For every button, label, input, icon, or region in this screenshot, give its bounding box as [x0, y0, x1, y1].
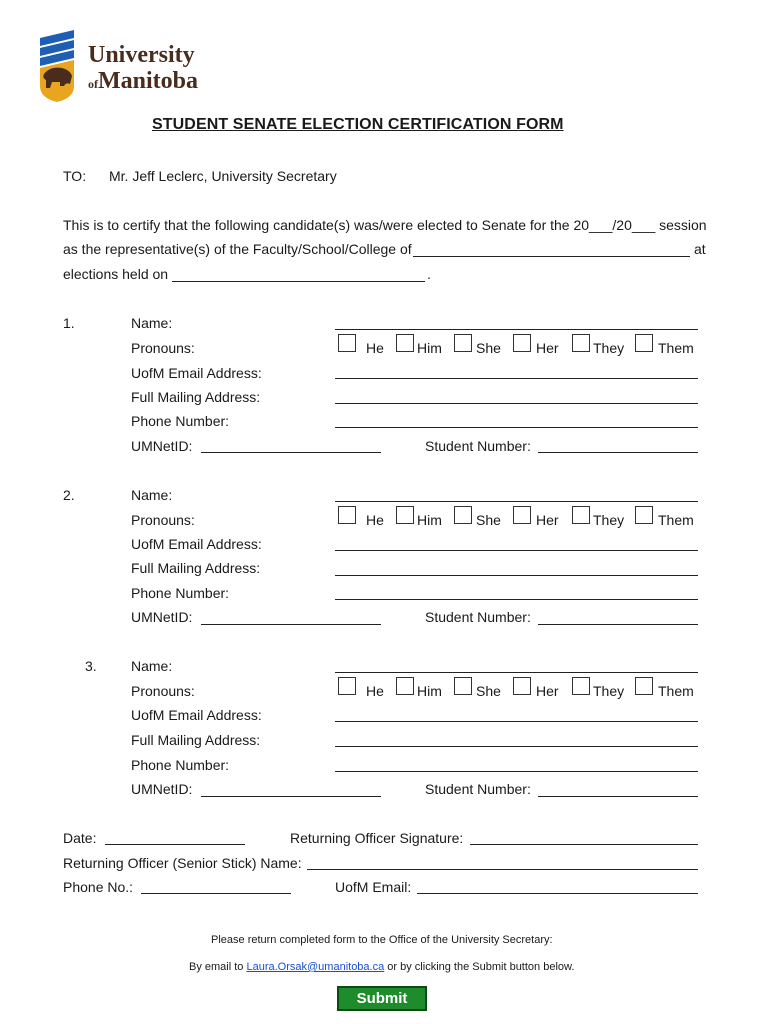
- mailing-field[interactable]: [335, 746, 698, 747]
- faculty-field[interactable]: [413, 256, 690, 257]
- pronoun-she-checkbox[interactable]: [454, 677, 472, 695]
- pronouns-label: Pronouns:: [131, 512, 195, 528]
- pronoun-him-label: Him: [417, 512, 442, 528]
- ro-signature-label: Returning Officer Signature:: [290, 830, 464, 846]
- name-field[interactable]: [335, 672, 698, 673]
- logo-line-1: University: [88, 42, 195, 68]
- umnetid-field[interactable]: [201, 796, 381, 797]
- certify-line-1: This is to certify that the following candidate(s) was/were elected to Senate for the 20___/20___ session: [63, 217, 707, 233]
- to-label: TO:: [63, 168, 87, 184]
- pronoun-they-label: They: [593, 512, 625, 528]
- university-logo: [36, 28, 206, 104]
- election-date-field[interactable]: [172, 281, 425, 282]
- email-label: UofM Email Address:: [131, 365, 262, 381]
- pronoun-her-label: Her: [536, 683, 559, 699]
- phone-field[interactable]: [335, 427, 698, 428]
- pronoun-they-checkbox[interactable]: [572, 334, 590, 352]
- candidate-number: 1.: [63, 315, 75, 331]
- phone-field[interactable]: [335, 771, 698, 772]
- pronoun-him-label: Him: [417, 683, 442, 699]
- pronoun-he-checkbox[interactable]: [338, 334, 356, 352]
- student-number-label: Student Number:: [425, 609, 531, 625]
- umnetid-field[interactable]: [201, 452, 381, 453]
- pronoun-she-label: She: [476, 683, 501, 699]
- date-field[interactable]: [105, 844, 245, 845]
- phone-field[interactable]: [335, 599, 698, 600]
- student-number-field[interactable]: [538, 624, 698, 625]
- pronoun-her-checkbox[interactable]: [513, 506, 531, 524]
- return-note-submit-text: or by clicking the Submit button below.: [387, 961, 575, 973]
- bison-shield-icon: [36, 28, 78, 102]
- student-number-label: Student Number:: [425, 438, 531, 454]
- uofm-email-label: UofM Email:: [335, 879, 412, 895]
- umnetid-field[interactable]: [201, 624, 381, 625]
- pronoun-he-label: He: [366, 683, 384, 699]
- phone-no-field[interactable]: [141, 893, 291, 894]
- pronoun-they-label: They: [593, 340, 625, 356]
- name-label: Name:: [131, 487, 173, 503]
- pronoun-they-label: They: [593, 683, 625, 699]
- pronoun-them-checkbox[interactable]: [635, 334, 653, 352]
- certify-line-2-text: as the representative(s) of the Faculty/School/College of: [63, 241, 412, 257]
- student-number-field[interactable]: [538, 796, 698, 797]
- pronoun-she-checkbox[interactable]: [454, 506, 472, 524]
- pronoun-she-label: She: [476, 340, 501, 356]
- email-label: UofM Email Address:: [131, 536, 262, 552]
- to-value: Mr. Jeff Leclerc, University Secretary: [109, 168, 337, 184]
- pronoun-she-label: She: [476, 512, 501, 528]
- logo-manitoba: Manitoba: [98, 68, 199, 94]
- pronoun-them-checkbox[interactable]: [635, 677, 653, 695]
- name-field[interactable]: [335, 329, 698, 330]
- submit-button[interactable]: Submit: [337, 986, 427, 1011]
- phone-label: Phone Number:: [131, 757, 230, 773]
- pronouns-label: Pronouns:: [131, 683, 195, 699]
- ro-name-field[interactable]: [307, 869, 698, 870]
- mailing-field[interactable]: [335, 403, 698, 404]
- pronoun-her-checkbox[interactable]: [513, 334, 531, 352]
- certify-line-3-period: .: [427, 266, 431, 282]
- pronoun-them-checkbox[interactable]: [635, 506, 653, 524]
- pronoun-her-label: Her: [536, 340, 559, 356]
- candidate-number: 2.: [63, 487, 75, 503]
- pronoun-them-label: Them: [658, 340, 694, 356]
- logo-line-2: [88, 68, 198, 95]
- pronoun-them-label: Them: [658, 683, 694, 699]
- pronoun-she-checkbox[interactable]: [454, 334, 472, 352]
- phone-no-label: Phone No.:: [63, 879, 134, 895]
- mailing-label: Full Mailing Address:: [131, 732, 261, 748]
- name-label: Name:: [131, 658, 173, 674]
- email-field[interactable]: [335, 378, 698, 379]
- umnetid-label: UMNetID:: [131, 781, 193, 797]
- pronoun-him-checkbox[interactable]: [396, 334, 414, 352]
- certify-line-2-at: at: [694, 241, 706, 257]
- pronoun-he-checkbox[interactable]: [338, 506, 356, 524]
- email-field[interactable]: [335, 550, 698, 551]
- email-field[interactable]: [335, 721, 698, 722]
- mailing-label: Full Mailing Address:: [131, 560, 261, 576]
- pronoun-her-label: Her: [536, 512, 559, 528]
- pronoun-him-checkbox[interactable]: [396, 677, 414, 695]
- ro-signature-field[interactable]: [470, 844, 698, 845]
- return-note-by-email: By email to: [189, 961, 244, 973]
- secretary-email-link[interactable]: Laura.Orsak@umanitoba.ca: [246, 961, 385, 973]
- mailing-field[interactable]: [335, 575, 698, 576]
- return-note-line-1: Please return completed form to the Office of the University Secretary:: [211, 934, 553, 946]
- name-label: Name:: [131, 315, 173, 331]
- pronoun-he-checkbox[interactable]: [338, 677, 356, 695]
- pronoun-them-label: Them: [658, 512, 694, 528]
- pronoun-they-checkbox[interactable]: [572, 506, 590, 524]
- logo-of: of: [88, 77, 98, 91]
- umnetid-label: UMNetID:: [131, 438, 193, 454]
- pronoun-they-checkbox[interactable]: [572, 677, 590, 695]
- date-label: Date:: [63, 830, 97, 846]
- student-number-label: Student Number:: [425, 781, 531, 797]
- name-field[interactable]: [335, 501, 698, 502]
- candidate-number: 3.: [85, 658, 97, 674]
- ro-name-label: Returning Officer (Senior Stick) Name:: [63, 855, 302, 871]
- phone-label: Phone Number:: [131, 585, 230, 601]
- phone-label: Phone Number:: [131, 413, 230, 429]
- student-number-field[interactable]: [538, 452, 698, 453]
- pronoun-him-checkbox[interactable]: [396, 506, 414, 524]
- return-note-line-2: [189, 961, 574, 973]
- mailing-label: Full Mailing Address:: [131, 389, 261, 405]
- certify-line-3-text: elections held on: [63, 266, 169, 282]
- pronouns-label: Pronouns:: [131, 340, 195, 356]
- form-title: STUDENT SENATE ELECTION CERTIFICATION FORM: [152, 116, 564, 133]
- pronoun-him-label: Him: [417, 340, 442, 356]
- pronoun-he-label: He: [366, 340, 384, 356]
- email-label: UofM Email Address:: [131, 707, 262, 723]
- pronoun-her-checkbox[interactable]: [513, 677, 531, 695]
- uofm-email-field[interactable]: [417, 893, 698, 894]
- umnetid-label: UMNetID:: [131, 609, 193, 625]
- pronoun-he-label: He: [366, 512, 384, 528]
